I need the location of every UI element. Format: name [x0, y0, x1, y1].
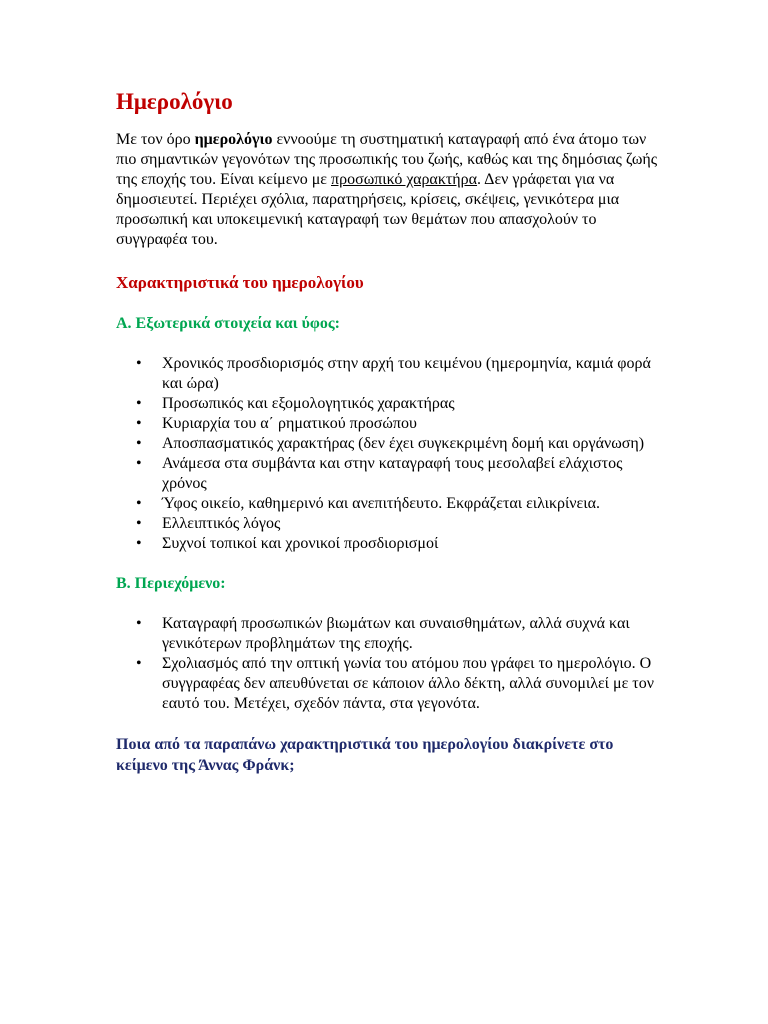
- list-item: • Σχολιασμός από την οπτική γωνία του ατόμου που γράφει το ημερολόγιο. Ο συγγραφέας δεν απευθύνεται σε κάποιον άλλο δέκτη, αλλά συνομιλεί με τον εαυτό του. Μετέχει, σχεδόν πάντα, στα γεγονότα.: [162, 654, 658, 714]
- subsection-a-list: [116, 354, 658, 554]
- list-item: • Χρονικός προσδιορισμός στην αρχή του κειμένου (ημερομηνία, καμιά φορά και ώρα): [162, 354, 658, 394]
- subsection-b-heading: Β. Περιεχόμενο:: [116, 575, 226, 592]
- intro-text-1: Με τον όρο: [116, 131, 195, 148]
- intro-text-2: εννοούμε τη συστηματική καταγραφή από ένα άτομο των πιο σημαντικών γεγονότων της προσωπικής του ζωής, καθώς και της δημόσιας ζωής της εποχής του. Είναι κείμενο με: [116, 131, 658, 188]
- list-item: • Συχνοί τοπικοί και χρονικοί προσδιορισμοί: [162, 534, 658, 554]
- page-title: Ημερολόγιο: [116, 89, 233, 114]
- intro-underlined: προσωπικό χαρακτήρα: [331, 171, 478, 188]
- list-item: • Προσωπικός και εξομολογητικός χαρακτήρας: [162, 394, 658, 414]
- list-item: • Ανάμεσα στα συμβάντα και στην καταγραφή τους μεσολαβεί ελάχιστος χρόνος: [162, 454, 658, 494]
- list-item: • Ύφος οικείο, καθημερινό και ανεπιτήδευτο. Εκφράζεται ειλικρίνεια.: [162, 494, 658, 514]
- question-text: Ποια από τα παραπάνω χαρακτηριστικά του ημερολογίου διακρίνετε στο κείμενο της Άννας Φράνκ;: [116, 736, 614, 774]
- list-item: • Αποσπασματικός χαρακτήρας (δεν έχει συγκεκριμένη δομή και οργάνωση): [162, 434, 658, 454]
- subsection-a-heading: Α. Εξωτερικά στοιχεία και ύφος:: [116, 315, 340, 332]
- list-item: • Ελλειπτικός λόγος: [162, 514, 658, 534]
- section-heading: Χαρακτηριστικά του ημερολογίου: [116, 273, 364, 292]
- intro-bold-term: ημερολόγιο: [194, 131, 273, 148]
- list-item: • Κυριαρχία του α΄ ρηματικού προσώπου: [162, 414, 658, 434]
- intro-paragraph: [116, 130, 658, 250]
- subsection-b-list: [116, 614, 658, 714]
- intro-text-3: . Δεν γράφεται για να δημοσιευτεί. Περιέχει σχόλια, παρατηρήσεις, κρίσεις, σκέψεις, γενικότερα μια προσωπική και υποκειμενική καταγραφή των θεμάτων που απασχολούν το συγγραφέα του.: [116, 171, 620, 248]
- list-item: • Καταγραφή προσωπικών βιωμάτων και συναισθημάτων, αλλά συχνά και γενικότερων προβλημάτων της εποχής.: [162, 614, 658, 654]
